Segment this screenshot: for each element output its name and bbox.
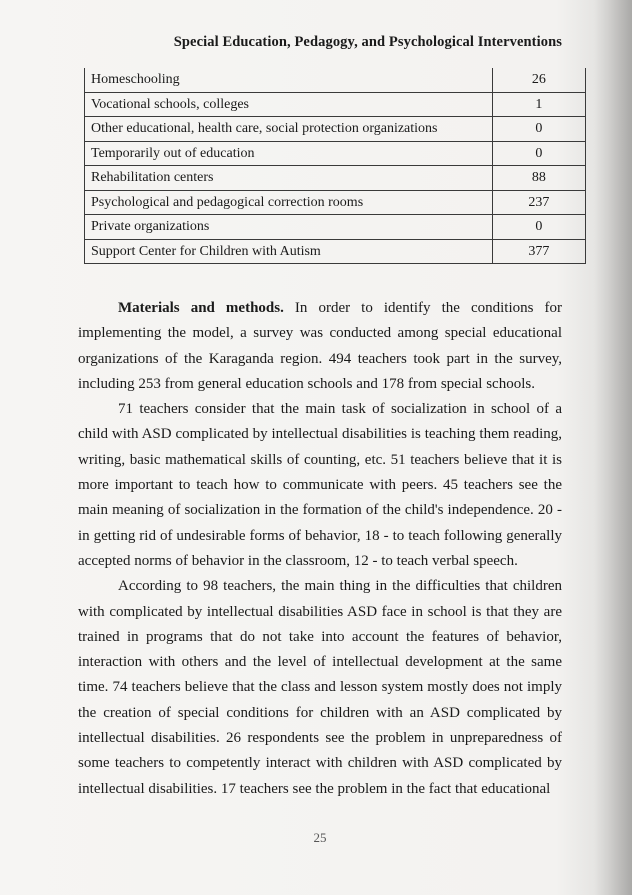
table-row bbox=[85, 215, 586, 240]
row-value: 1 bbox=[492, 92, 585, 117]
page-edge-shadow bbox=[594, 0, 632, 895]
row-value: 26 bbox=[492, 68, 585, 92]
row-label: Rehabilitation centers bbox=[85, 166, 493, 191]
row-label: Vocational schools, colleges bbox=[85, 92, 493, 117]
section-heading: Materials and methods. bbox=[118, 300, 284, 316]
paragraph-difficulties: According to 98 teachers, the main thing in the difficulties that children with complicated by intellectual disabilities ASD face in school is that they are trained in programs that do not take into account the features of behavior, interaction with others and the level of intellectual development at the same time. 74 teachers believe that the class and lesson system mostly does not imply the creation of special conditions for children with an ASD complicated by intellectual disabilities. 26 respondents see the problem in unpreparedness of some teachers to competently interact with children with ASD complicated by intellectual disabilities. 17 teachers see the problem in the fact that educational bbox=[78, 578, 562, 797]
table-row bbox=[85, 239, 586, 264]
paragraph-socialization: 71 teachers consider that the main task of socialization in school of a child with ASD complicated by intellectual disabilities is teaching them reading, writing, basic mathematical skills of counting, etc. 51 teachers believe that it is more important to teach how to communicate with peers. 45 teachers see the main meaning of socialization in the formation of the child's independence. 20 - in getting rid of undesirable forms of behavior, 18 - to teach following generally accepted norms of behavior in the classroom, 12 - to teach verbal speech. bbox=[78, 401, 562, 569]
row-label: Other educational, health care, social protection organizations bbox=[85, 117, 493, 142]
table-row bbox=[85, 68, 586, 92]
row-label: Homeschooling bbox=[85, 68, 493, 92]
table-row bbox=[85, 141, 586, 166]
row-label: Psychological and pedagogical correction rooms bbox=[85, 190, 493, 215]
body-text bbox=[78, 296, 562, 802]
table-row bbox=[85, 166, 586, 191]
row-value: 377 bbox=[492, 239, 585, 264]
paragraph-materials-methods bbox=[78, 296, 562, 397]
row-label: Private organizations bbox=[85, 215, 493, 240]
table-row bbox=[85, 92, 586, 117]
row-value: 0 bbox=[492, 215, 585, 240]
page-number: 25 bbox=[313, 830, 327, 845]
row-label: Temporarily out of education bbox=[85, 141, 493, 166]
data-table bbox=[84, 68, 586, 264]
running-head: Special Education, Pedagogy, and Psychological Interventions bbox=[173, 34, 562, 50]
row-value: 0 bbox=[492, 117, 585, 142]
row-value: 0 bbox=[492, 141, 585, 166]
table-row bbox=[85, 190, 586, 215]
row-value: 237 bbox=[492, 190, 585, 215]
row-label: Support Center for Children with Autism bbox=[85, 239, 493, 264]
row-value: 88 bbox=[492, 166, 585, 191]
table-row bbox=[85, 117, 586, 142]
paragraph-text: In order to identify the conditions for implementing the model, a survey was conducted among special educational organizations of the Karaganda region. 494 teachers took part in the survey, including 253 from general education schools and 178 from special schools. bbox=[78, 300, 563, 392]
